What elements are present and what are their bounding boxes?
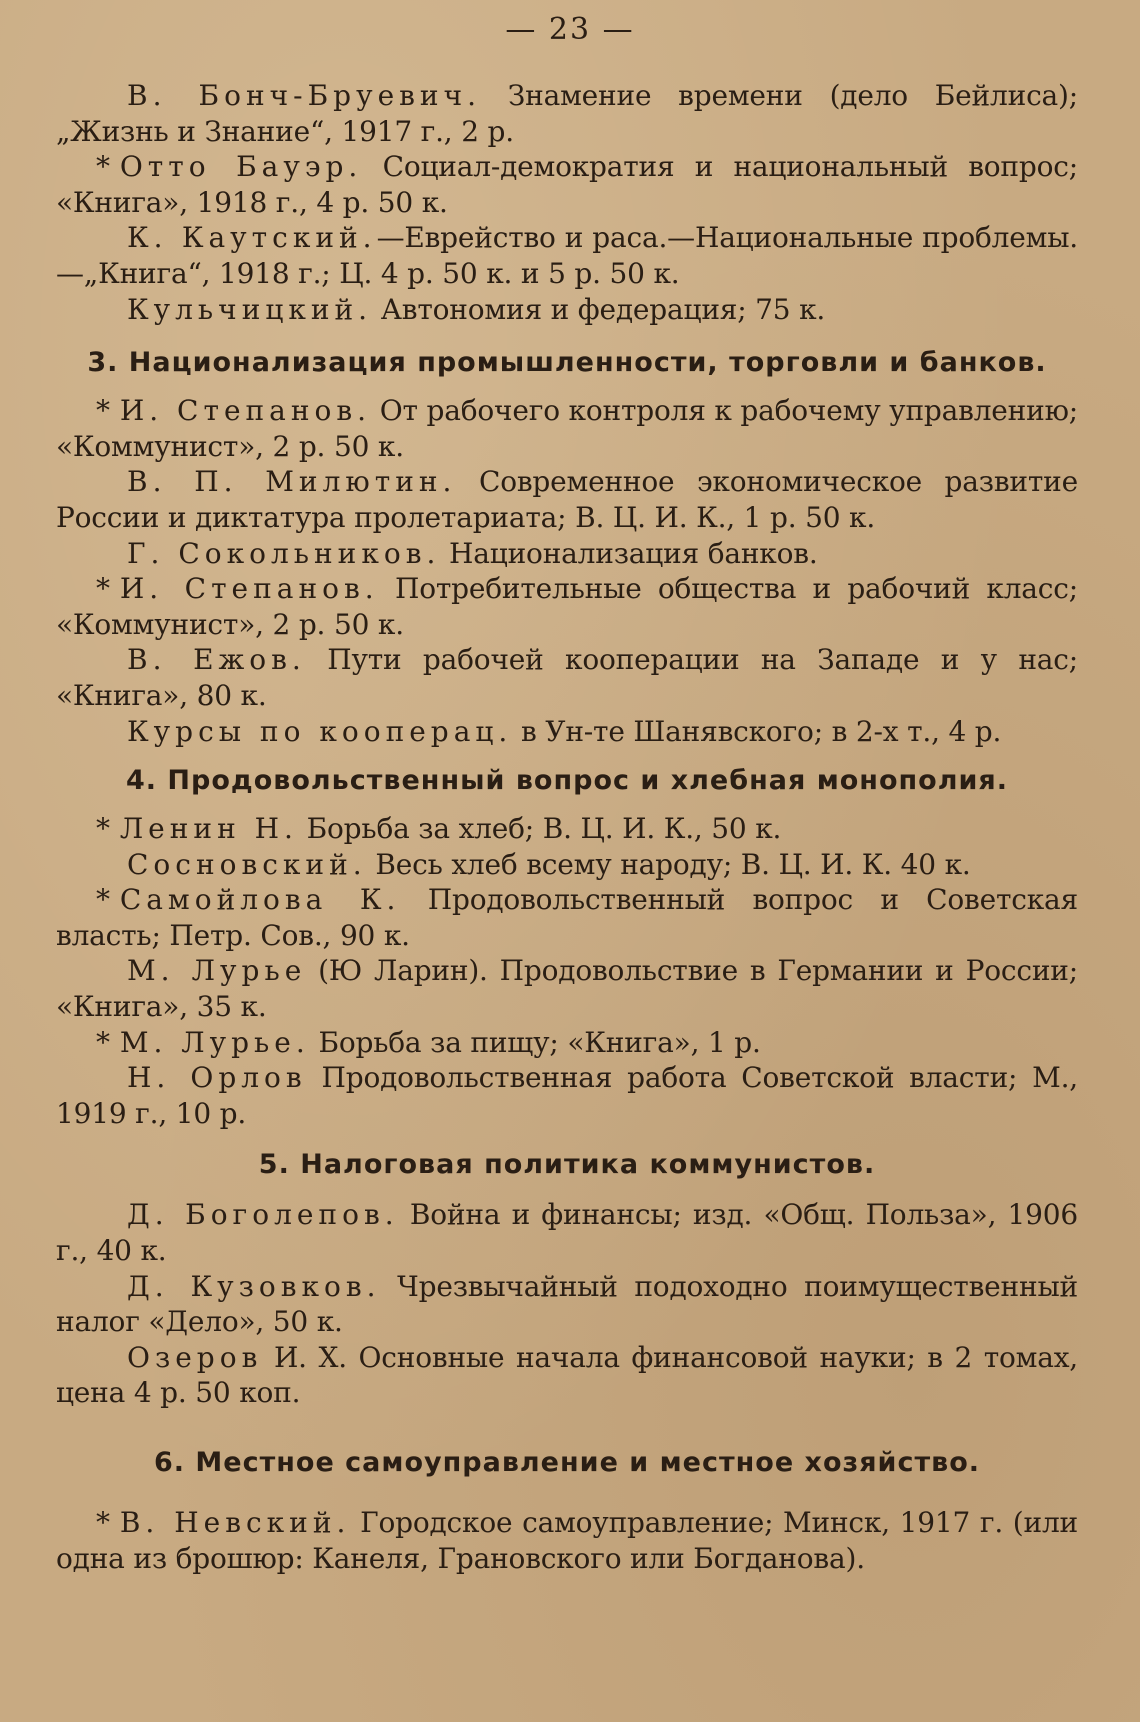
section-continuation: [56, 78, 1078, 327]
section-6: [56, 1445, 1078, 1576]
asterisk-icon: *: [96, 1506, 110, 1539]
entry-text: Продовольственная работа Советской власти; М., 1919 г., 10 р.: [56, 1061, 1078, 1130]
bibliography-entry: [56, 536, 1078, 572]
entry-text: Борьба за пищу; «Книга», 1 р.: [309, 1025, 761, 1059]
entry-author: К. Каутский.: [127, 221, 377, 255]
entry-text: Пути рабочей кооперации на Западе и у нас; «Книга», 80 к.: [56, 643, 1078, 712]
bibliography-entry: [56, 393, 1078, 464]
entry-author: Д. Боголепов.: [127, 1198, 399, 1232]
entry-text: Борьба за хлеб; В. Ц. И. К., 50 к.: [297, 812, 782, 846]
bibliography-entry: [56, 571, 1078, 642]
section-heading: 6. Местное самоуправление и местное хозяйство.: [153, 1447, 981, 1478]
asterisk-icon: *: [96, 812, 110, 846]
entry-author: Ленин Н.: [119, 812, 298, 846]
bibliography-entry: [56, 1197, 1078, 1268]
bibliography-entry: [56, 953, 1078, 1024]
bibliography-entry: [56, 1505, 1078, 1576]
bibliography-entry: [56, 464, 1078, 535]
entry-author: Озеров: [127, 1340, 263, 1374]
entry-author: Сосновский.: [127, 847, 367, 881]
bibliography-entry: [56, 1060, 1078, 1131]
page-number: — 23 —: [505, 12, 635, 47]
asterisk-icon: *: [96, 394, 110, 428]
bibliography-entry: [56, 714, 1078, 750]
entry-author: Д. Кузовков.: [127, 1269, 381, 1303]
entry-text: И. Х. Основные начала финансовой науки; в 2 томах, цена 4 р. 50 коп.: [56, 1340, 1078, 1410]
bibliography-entry: [56, 220, 1078, 291]
bibliography-entry: [56, 78, 1078, 149]
asterisk-icon: *: [96, 572, 110, 606]
entry-author: В. П. Милютин.: [127, 465, 457, 499]
bibliography-entry: [56, 1340, 1078, 1411]
section-heading: 3. Национализация промышленности, торговли и банков.: [87, 347, 1047, 379]
entry-text: Городское самоуправление; Минск, 1917 г. (или одна из брошюр: Канеля, Грановского или Богданова).: [56, 1506, 1078, 1575]
asterisk-icon: *: [96, 883, 110, 917]
entry-author: И. Степанов.: [119, 572, 379, 606]
asterisk-icon: *: [96, 1025, 110, 1059]
entry-author: Отто Бауэр.: [119, 150, 363, 184]
entry-author: Курсы по кооперац.: [127, 714, 513, 748]
entry-text: Современное экономическое развитие России и диктатура пролетариата; В. Ц. И. К., 1 р. 50 к.: [56, 465, 1078, 534]
bibliography-entry: [56, 811, 1078, 847]
section-3: [56, 345, 1078, 749]
section-heading: 5. Налоговая политика коммунистов.: [258, 1149, 876, 1181]
entry-author: В. Бонч-Бруевич.: [127, 79, 481, 112]
entry-author: Н. Орлов: [127, 1061, 307, 1095]
entry-author: В. Невский.: [119, 1506, 351, 1539]
entry-text: Весь хлеб всему народу; В. Ц. И. К. 40 к.: [366, 847, 971, 881]
entry-text: От рабочего контроля к рабочему управлению; «Коммунист», 2 р. 50 к.: [56, 394, 1078, 463]
entry-text: —Еврейство и раса.—Национальные проблемы.—„Книга“, 1918 г.; Ц. 4 р. 50 к. и 5 р. 50 к.: [56, 221, 1078, 290]
entry-text: Продовольственный вопрос и Советская власть; Петр. Сов., 90 к.: [56, 883, 1078, 952]
bibliography-entry: [56, 292, 1078, 328]
bibliography-entry: [56, 1269, 1078, 1340]
entry-text: Автономия и федерация; 75 к.: [372, 292, 826, 326]
entry-text: Чрезвычайный подоходно поимущественный налог «Дело», 50 к.: [56, 1269, 1078, 1339]
entry-text: Знамение времени (дело Бейлиса); „Жизнь и Знание“, 1917 г., 2 р.: [56, 79, 1078, 148]
bibliography-entry: [56, 882, 1078, 953]
bibliography-entry: [56, 847, 1078, 883]
section-5: [56, 1147, 1078, 1411]
page-content: [56, 78, 1078, 1576]
entry-text: Потребительные общества и рабочий класс; «Коммунист», 2 р. 50 к.: [56, 572, 1078, 641]
bibliography-entry: [56, 1025, 1078, 1061]
section-heading: 4. Продовольственный вопрос и хлебная монополия.: [125, 765, 1009, 797]
entry-author: И. Степанов.: [119, 394, 372, 428]
entry-author: М. Лурье: [127, 954, 307, 988]
asterisk-icon: *: [96, 150, 110, 184]
entry-text: (Ю Ларин). Продовольствие в Германии и России; «Книга», 35 к.: [56, 954, 1078, 1024]
entry-text: Социал-демократия и национальный вопрос; «Книга», 1918 г., 4 р. 50 к.: [56, 150, 1078, 219]
entry-text: Война и финансы; изд. «Общ. Польза», 1906 г., 40 к.: [56, 1198, 1078, 1268]
section-4: [56, 763, 1078, 1131]
entry-text: Национализация банков.: [440, 536, 818, 570]
bibliography-entry: [56, 149, 1078, 220]
entry-author: Кульчицкий.: [127, 292, 373, 326]
entry-author: В. Ежов.: [127, 643, 306, 677]
entry-author: М. Лурье.: [119, 1025, 310, 1059]
entry-author: Г. Сокольников.: [127, 536, 441, 570]
entry-author: Самойлова К.: [119, 883, 401, 917]
entry-text: в Ун-те Шанявского; в 2-х т., 4 р.: [512, 714, 1002, 748]
bibliography-entry: [56, 642, 1078, 713]
